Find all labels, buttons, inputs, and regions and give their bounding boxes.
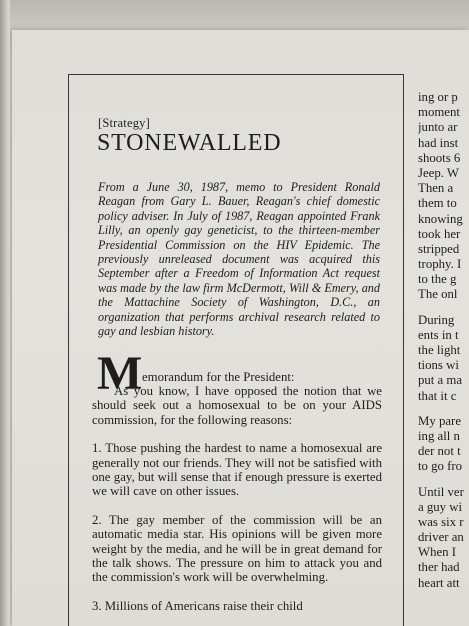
column-line — [418, 475, 469, 485]
column-line: the light — [418, 343, 461, 357]
column-line: took her — [418, 226, 461, 241]
column-line: ther had — [418, 560, 460, 575]
column-line: knowing — [418, 211, 463, 226]
column-line: to go fro — [418, 459, 463, 474]
column-line: to the g — [418, 272, 457, 287]
column-line: ing all n — [418, 428, 460, 443]
column-line: Then a — [418, 181, 454, 196]
memo-paragraph: As you know, I have opposed the notion that we should seek out a homosexual to be on your AIDS commission, for the following reasons: — [92, 384, 382, 427]
column-line: stripped — [418, 241, 460, 256]
article-intro: From a June 30, 1987, memo to President Ronald Reagan from Gary L. Bauer, Reagan's chief domestic policy adviser. In July of 1987, Reagan appointed Frank Lilly, an openly gay geneticist, to the thirteen-member Presidential Commission on the HIV Epidemic. The previously unreleased document was acquired this September after a Freedom of Information Act request was made by the law firm McDermott, Will & Emery, and the Mattachine Society of Washington, D.C., an organization that performs archival research related to gay and lesbian history. — [98, 180, 380, 339]
column-line: tions wi — [418, 358, 459, 373]
adjacent-column-text — [418, 90, 469, 591]
column-line: ents in t — [418, 327, 459, 342]
memo-body — [92, 384, 382, 613]
memo-paragraph: 1. Those pushing the hardest to name a homosexual are generally not our friends. They will not be satisfied with one gay, but will sense that if enough pressure is exerted we will cave on other issues. — [92, 441, 382, 499]
column-line: Jeep. W — [418, 165, 459, 180]
column-line: heart att — [418, 575, 460, 590]
column-line: junto ar — [418, 120, 458, 135]
section-kicker: [Strategy] — [98, 116, 150, 130]
column-line: Until ver — [418, 484, 464, 499]
column-line: shoots 6 — [418, 150, 461, 165]
column-line: When I — [418, 545, 457, 560]
column-line: driver an — [418, 530, 464, 545]
column-line: The onl — [418, 287, 458, 302]
column-line: them to — [418, 196, 457, 211]
column-line: der not t — [418, 444, 461, 459]
column-line — [418, 303, 469, 313]
column-line: During — [418, 312, 455, 327]
gutter-shadow — [0, 0, 10, 626]
column-line: was six r — [418, 514, 464, 529]
column-line: a guy wi — [418, 499, 463, 514]
column-line: My pare — [418, 413, 461, 428]
article-title: STONEWALLED — [97, 130, 282, 156]
column-line: put a ma — [418, 373, 463, 388]
column-line — [418, 404, 469, 414]
column-line: trophy. I — [418, 257, 462, 272]
memo-paragraph: 3. Millions of Americans raise their child — [92, 598, 303, 613]
column-line: that it c — [418, 388, 457, 403]
drop-cap: M — [97, 347, 143, 400]
column-line: ing or p — [418, 90, 458, 104]
memo-salutation: emorandum for the President: — [142, 370, 295, 384]
memo-paragraph: 2. The gay member of the commission will be an automatic media star. His opinions will be given more weight by the media, and he will be in great demand for the talk shows. The pressure on him to attack you and the commission's work will be overwhelming. — [92, 512, 382, 585]
column-line: moment — [418, 105, 460, 120]
column-line: had inst — [418, 135, 459, 150]
